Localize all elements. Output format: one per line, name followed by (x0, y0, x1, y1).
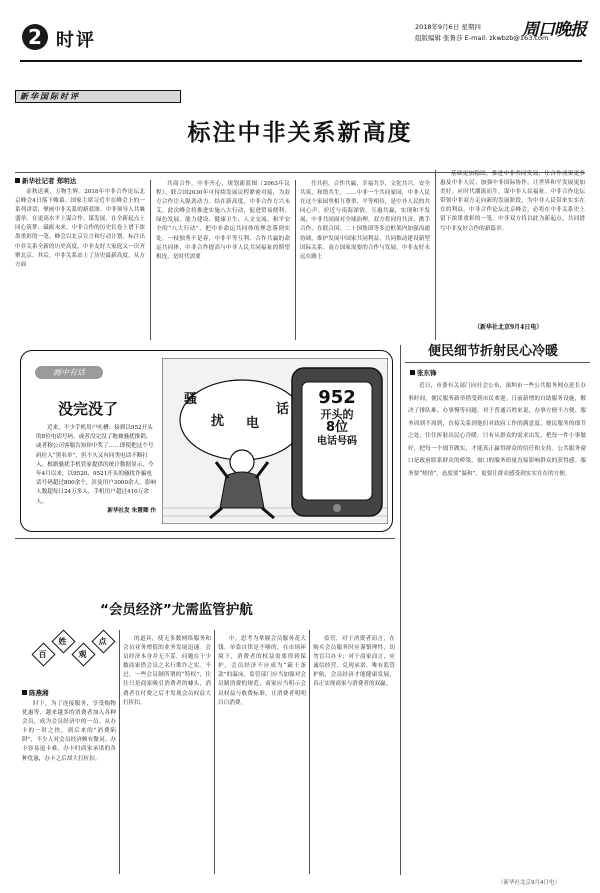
divider (214, 630, 215, 874)
phone-line-4: 电话号码 (317, 436, 357, 448)
main-col-3: 任共担，合作共赢，幸福共享，文化共兴，安全共筑，和谐共生。……中非一个共同家园，中非人民在这个家园里相互尊重、平等相待，是中非人民的共同心声。拉近与南海深情，互惠共赢，实现和平发展，中非共同面对全球治理。双方将同舟共济、携手合作，在联合国、二十国集团等多边框架内加强沟通协调，维护发展中国家共同利益，共同推动建设新型国际关系。南方国家需要的合作与发展，中非友好永远在路上 (300, 181, 430, 260)
cartoon-title: 没完没了 (58, 400, 119, 418)
main-source: （新华社北京9月4日电） (474, 324, 543, 331)
divider (119, 630, 120, 874)
cartoon-credit: 新华社发 朱慧卿 作 (107, 507, 156, 514)
divider (295, 180, 296, 340)
phone-line-3: 8位 (325, 420, 349, 436)
logo-char-1: 百 (38, 650, 47, 659)
logo-char-2: 姓 (58, 637, 67, 646)
divider (15, 538, 395, 539)
divider (150, 180, 151, 340)
member-col-4: 监管，对于消费者而言，在购买会员服务时应谨慎理性，切勿盲目办卡；对于商家而言，应诚信经营，兑现承诺。唯有监管护航，会员经济才能健康发展，真正实现商家与消费者的双赢。 (313, 636, 395, 688)
phone-line-2: 开头的 (320, 407, 354, 421)
divider (405, 362, 590, 363)
member-col-1: 时下，为了连接服务，享受购物优惠等，越来越多的消费者加入各种会员，成为会员经济中的一员。从办卡的一时之快，到后来的“消费陷阱”，不少人对会员经济颇有微词。办卡容易退卡难，办卡时商家承诺的各种优惠，办卡之后却大打折扣。 (22, 701, 116, 762)
main-headline: 标注中非关系新高度 (187, 120, 413, 146)
logo-char-3: 观 (78, 650, 87, 659)
main-col-1: 金秋送爽，万物生辉。2018年中非合作论坛北京峰会4日落下帷幕。国家主席习近平在峰会上的一系列讲话，擘画中非关系的新蓝图。中非领导人共襄盛举，在更高水平上谋合作、谋发展，在全新起点上同心筑梦、砥砺未来。中非合作的历史长卷上谱下浓墨重彩的一笔。峰会以北京宣言和行动计划，标注出中非关系全新的历史高度。中非友好大家庭又一次齐聚北京。其后，中非关系站上了历史最新高度，从方方面 (15, 189, 145, 268)
divider (400, 345, 401, 875)
section-name: 时评 (56, 30, 96, 51)
page-number: 2 (22, 24, 48, 50)
cartoon-tag: 画中有话 (35, 366, 103, 379)
header-rule (20, 60, 582, 62)
logo-char-4: 点 (98, 637, 107, 646)
page-footer: （新华社北京9月4日电） (498, 880, 560, 886)
issue-date: 2018年9月6日 星期四 (415, 23, 481, 31)
bubble-char-2: 扰 (211, 414, 225, 429)
right-headline: 便民细节折射民心冷暖 (428, 344, 559, 359)
bubble-char-4: 话 (276, 402, 290, 417)
right-body: 近日，市委有关部门向社会公布，深圳市一些公共服务网点延长办事时间，便民服务新举措受到市民欢迎。日前新增的自助服务设施，解决了排队难、办事慢等问题。对于普通百姓来说，办事方便不方便、服务周到不周到，直接关系到他们对政府工作的满意度。便民服务的细节之处，往往折射出民心冷暖。只有从群众的需求出发，把每一件小事做好，把每一个细节做实，才能真正赢得群众的信任和支持。公共服务窗口是政府联系群众的桥梁，窗口的服务质量直接影响群众的获得感。服务要“热情”，态度要“温和”，更要让群众感受到实实在在的方便。 (408, 383, 586, 477)
phone-screen-text (302, 388, 372, 448)
member-byline: 陈燕湘 (22, 688, 49, 697)
right-byline: 张东锋 (410, 368, 437, 377)
masthead-logo: 周口晚报 (522, 20, 586, 40)
member-headline: “会员经济”尤需监管护航 (100, 602, 253, 618)
column-logo (27, 630, 107, 672)
column-kicker: 新华国际时评 (15, 90, 181, 103)
main-col-4: 基础更加稳固，推进中非共同发展，让合作成果更多惠及中非人民；加强中非国际协作，让世界和平发展更加美好。应时代潮流而生，谋中非人民福祉。中非合作论坛带领中非双方走向新的发展阶段，为中非人民带来实实在在的利益。中非合作论坛北京峰会，必将在中非关系史上留下浓墨重彩的一笔，中非双方将以此为新起点，共同谱写中非友好合作的新篇章。 (440, 171, 585, 232)
bubble-char-3: 电 (246, 416, 260, 431)
main-col-2: 共商合作，中非齐心，规划新蓝图（2063年议程）、联合国2030年可持续发展议程紧密对接，为双方合作注入强劲动力。结在新高度，中非合作方兴未艾。此次峰会将推进实施八大行动，促进贸易便利、绿色发展、能力建设、健康卫生、人文交流、和平安全的“八大行动”，把中非命运共同体的理念落到实处。一枝独秀不是春，中非平等互利、合作共赢的命运共同体，中非合作提高与中非人民共同福祉的期望相连，是时代需要 (156, 181, 290, 260)
divider (435, 170, 436, 340)
main-byline: 新华社记者 郑明达 (15, 176, 76, 185)
phone-number-prefix: 952 (318, 387, 356, 408)
bubble-char-1: 骚 (184, 392, 198, 407)
cartoon-caption (36, 424, 156, 516)
member-col-2: 的道具，使无多数网络服务和会员业务增值的业务发展迅速。会员经济本身并无不妥，问题在于少数商家借会员之名行欺诈之实。不过，一些会员制所谓的“特权”，往往只是商家吸引消费者的噱头，消费者在付费之后才发现会员权益大打折扣。 (123, 636, 211, 706)
member-col-3: 中，思考为掌握会员服务花大钱。单靠自律是不够的，在市场环境下，消费者的权益需要得到保护，会员经济不应成为“霸王条款”的温床。监管部门应当加强对会员制消费的规范，商家应当明示会员权益与收费标准，让消费者明明白白消费。 (218, 636, 306, 706)
editor-line: 组版编辑 张鲁莎 E-mail: zkwbzb@163.com (415, 34, 549, 42)
cartoon-caption-text: 近来，不少手机用户吐槽：接到以952开头的8位电话号码，或者没完没了地被骚扰推销，或者称公司客服告知你中奖了……即使把这个号码拉入“黑名单”，但不久又有同类电话不断打入。根据骚扰手机管家提供的统计数据显示，今年4月以来，以9520、9521开头的骚扰诈骗电话号码超过800余个，涉及用户3000余人，影响人数超每日24万多人，手机用户超过410万余人。 (36, 425, 157, 505)
divider (309, 630, 310, 874)
